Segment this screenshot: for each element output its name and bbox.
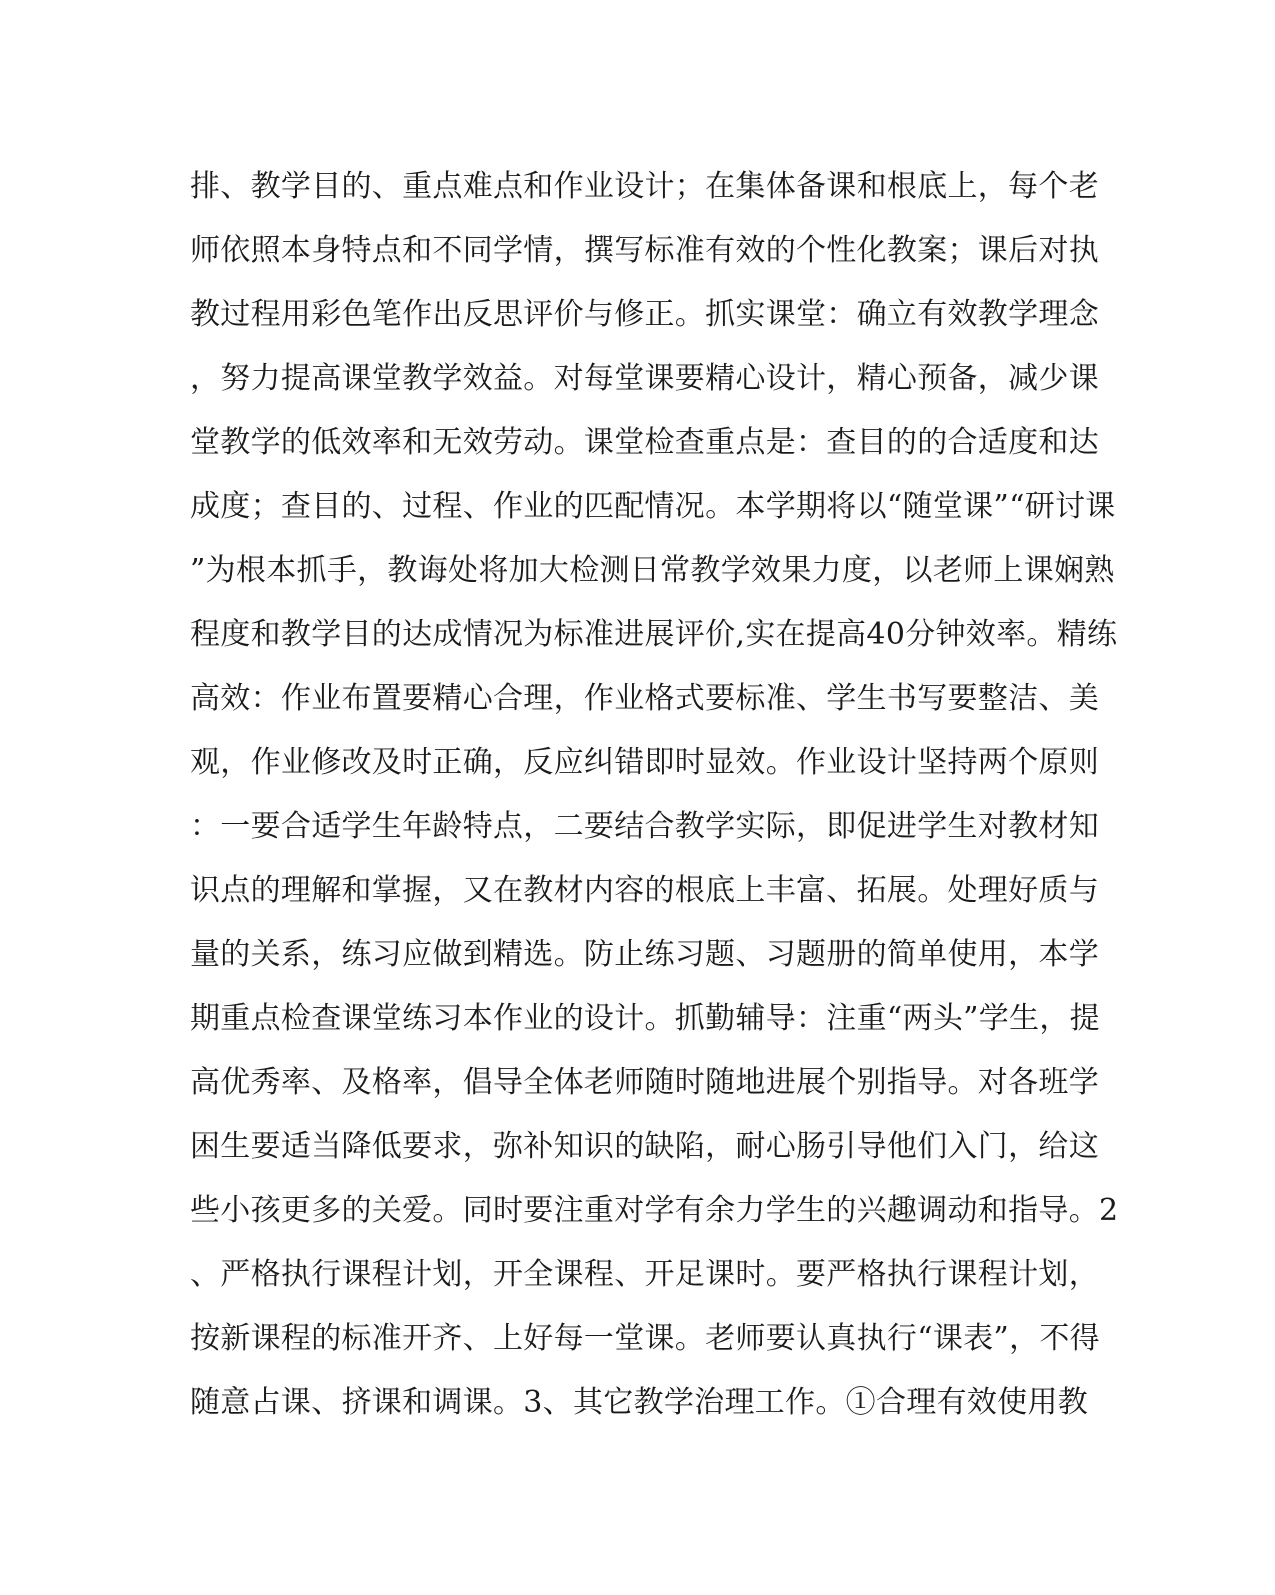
text-line: 困生要适当降低要求，弥补知识的缺陷，耐心肠引导他们入门，给这 (190, 1129, 1099, 1164)
text-line: 期重点检查课堂练习本作业的设计。抓勤辅导：注重“两头”学生，提 (190, 1001, 1100, 1036)
text-line: 程度和教学目的达成情况为标准进展评价,实在提高40分钟效率。精练 (190, 617, 1118, 652)
text-line: 高效：作业布置要精心合理，作业格式要标准、学生书写要整洁、美 (190, 681, 1099, 716)
text-line: 识点的理解和掌握，又在教材内容的根底上丰富、拓展。处理好质与 (190, 873, 1099, 908)
text-line: ，努力提高课堂教学效益。对每堂课要精心设计，精心预备，减少课 (190, 361, 1099, 396)
text-line: 成度；查目的、过程、作业的匹配情况。本学期将以“随堂课”“研讨课 (190, 489, 1116, 524)
text-line: ”为根本抓手，教诲处将加大检测日常教学效果力度，以老师上课娴熟 (190, 553, 1115, 588)
text-line: 排、教学目的、重点难点和作业设计；在集体备课和根底上，每个老 (190, 169, 1099, 204)
text-line: 观，作业修改及时正确，反应纠错即时显效。作业设计坚持两个原则 (190, 745, 1099, 780)
text-line: 按新课程的标准开齐、上好每一堂课。老师要认真执行“课表”，不得 (190, 1321, 1100, 1356)
text-line: 堂教学的低效率和无效劳动。课堂检查重点是：查目的的合适度和达 (190, 425, 1099, 460)
text-line: 、严格执行课程计划，开全课程、开足课时。要严格执行课程计划， (190, 1257, 1099, 1292)
text-line: 些小孩更多的关爱。同时要注重对学有余力学生的兴趣调动和指导。2 (190, 1193, 1119, 1228)
text-line: 高优秀率、及格率，倡导全体老师随时随地进展个别指导。对各班学 (190, 1065, 1099, 1100)
text-line: 师依照本身特点和不同学情，撰写标准有效的个性化教案；课后对执 (190, 233, 1099, 268)
text-line: ：一要合适学生年龄特点，二要结合教学实际，即促进学生对教材知 (190, 809, 1099, 844)
text-line: 随意占课、挤课和调课。3、其它教学治理工作。①合理有效使用教 (190, 1385, 1089, 1420)
body-text (190, 155, 1119, 1435)
text-line: 量的关系，练习应做到精选。防止练习题、习题册的简单使用，本学 (190, 937, 1099, 972)
text-line: 教过程用彩色笔作出反思评价与修正。抓实课堂：确立有效教学理念 (190, 297, 1099, 332)
